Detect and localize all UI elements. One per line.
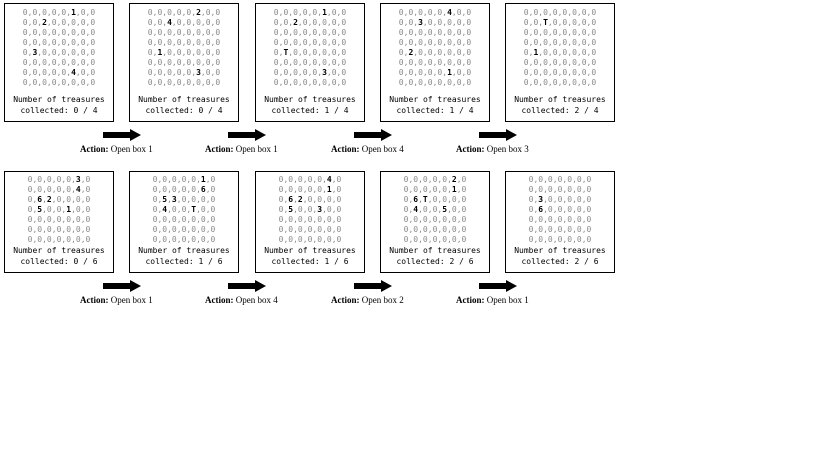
state-panel (505, 171, 615, 273)
box-value: 1 (66, 205, 72, 214)
counter-label: Number of treasures (13, 246, 105, 255)
grid-line: 0,0,0,0,0,0,0,0 (398, 38, 472, 47)
grid-line: 0,0,0,0,0,0,0,0 (273, 58, 347, 67)
counter-label: Number of treasures (264, 95, 356, 104)
grid-line: 0,0,0,0,0,0,0,0 (398, 58, 472, 67)
grid-line: 0,0,0,0,0,0,0,0 (523, 28, 597, 37)
grid-line: 0,0,0,0,0,1,0 (403, 185, 467, 194)
action-label (205, 144, 278, 154)
state-panel (4, 171, 114, 273)
grid-line: 0,0,0,0,0,3,0,0 (147, 68, 221, 77)
grid-line: 0,0,2,0,0,0,0,0 (22, 18, 96, 27)
grid-line: 0,0,0,0,0,0,0,0 (523, 58, 597, 67)
grid-line: 0,0,0,0,0,0,0 (152, 225, 216, 234)
grid-line: 0,0,0,0,0,2,0,0 (147, 8, 221, 17)
box-value: 1 (200, 175, 206, 184)
grid-line: 0,5,3,0,0,0,0 (152, 195, 216, 204)
treasure-counter (130, 245, 238, 267)
counter-label: Number of treasures (514, 95, 606, 104)
counter-label: Number of treasures (264, 246, 356, 255)
box-value: 5 (162, 195, 168, 204)
treasure-counter (381, 245, 489, 267)
grid-line: 0,0,0,0,0,0,0 (403, 225, 467, 234)
box-value: 6 (413, 195, 419, 204)
grid-line: 0,T,0,0,0,0,0,0 (273, 48, 347, 57)
box-value: T (543, 18, 548, 27)
grid-line: 0,0,0,0,0,0,0 (528, 235, 592, 244)
box-value: 1 (71, 8, 76, 17)
box-value: 3 (196, 68, 201, 77)
grid-line: 0,0,0,0,0,0,0 (278, 225, 342, 234)
grid-line: 0,5,0,0,1,0,0 (27, 205, 91, 214)
treasure-counter (506, 94, 614, 116)
grid-line: 0,0,0,0,0,0,0 (27, 215, 91, 224)
box-value: 3 (32, 48, 38, 57)
grid-line: 0,0,0,0,0,0,0,0 (22, 28, 96, 37)
grid-line: 0,0,0,0,0,4,0,0 (398, 8, 472, 17)
box-value: T (283, 48, 289, 57)
grid-line: 0,0,0,0,0,0,0 (152, 215, 216, 224)
counter-value: collected: 2 / 6 (396, 257, 474, 266)
box-value: 3 (317, 205, 323, 214)
box-grid (5, 8, 113, 88)
box-value: 2 (293, 18, 298, 27)
grid-line: 0,0,0,0,0,0,0 (152, 235, 216, 244)
box-value: 4 (162, 205, 168, 214)
box-value: 2 (46, 195, 52, 204)
grid-line: 0,3,0,0,0,0,0 (528, 195, 592, 204)
grid-line: 0,0,0,0,0,1,0,0 (273, 8, 347, 17)
counter-label: Number of treasures (389, 246, 481, 255)
box-value: 5 (288, 205, 294, 214)
grid-line: 0,0,0,0,0,0,0 (278, 215, 342, 224)
box-value: 4 (167, 18, 172, 27)
grid-line: 0,0,0,0,0,0,0,0 (398, 28, 472, 37)
grid-line: 0,0,0,0,0,3,0,0 (273, 68, 347, 77)
grid-line: 0,6,2,0,0,0,0 (278, 195, 342, 204)
grid-line: 0,0,0,0,0,1,0 (278, 185, 342, 194)
box-value: 3 (171, 195, 177, 204)
counter-value: collected: 1 / 4 (396, 106, 474, 115)
counter-value: collected: 0 / 4 (145, 106, 223, 115)
grid-line: 0,0,0,0,0,4,0,0 (22, 68, 96, 77)
counter-value: collected: 0 / 4 (20, 106, 98, 115)
state-panel (129, 171, 239, 273)
box-value: 4 (447, 8, 452, 17)
box-value: 1 (157, 48, 163, 57)
action-prefix: Action: (456, 144, 485, 154)
box-value: 2 (196, 8, 201, 17)
grid-line: 0,0,0,0,0,0,0,0 (147, 78, 221, 87)
action-text: Open box 3 (484, 144, 529, 154)
grid-line: 0,0,0,0,0,0,0 (403, 215, 467, 224)
action-label (331, 295, 404, 305)
action-label (205, 295, 278, 305)
grid-line: 0,0,0,0,0,0,0,0 (22, 58, 96, 67)
grid-line: 0,0,0,0,0,6,0 (152, 185, 216, 194)
grid-line: 0,0,0,0,0,0,0,0 (523, 68, 597, 77)
box-value: 4 (326, 175, 332, 184)
action-label (456, 144, 529, 154)
box-value: 1 (326, 185, 332, 194)
counter-value: collected: 1 / 6 (271, 257, 349, 266)
box-value: 4 (413, 205, 419, 214)
counter-label: Number of treasures (138, 95, 230, 104)
grid-line: 0,0,0,0,0,0,0 (278, 235, 342, 244)
grid-line: 0,0,0,0,0,4,0 (27, 185, 91, 194)
box-value: T (422, 195, 428, 204)
grid-line: 0,0,0,0,0,0,0 (528, 215, 592, 224)
grid-line: 0,0,0,0,0,1,0,0 (398, 68, 472, 77)
right-arrow-icon (103, 129, 141, 141)
state-panel (505, 3, 615, 122)
right-arrow-icon (354, 280, 392, 292)
treasure-counter (5, 245, 113, 267)
right-arrow-icon (479, 280, 517, 292)
grid-line: 0,0,0,0,0,0,0 (27, 235, 91, 244)
box-value: T (191, 205, 197, 214)
action-prefix: Action: (80, 144, 109, 154)
grid-line: 0,0,2,0,0,0,0,0 (273, 18, 347, 27)
box-value: 2 (451, 175, 457, 184)
trajectory-diagram (0, 0, 606, 305)
box-value: 1 (447, 68, 452, 77)
treasure-counter (256, 94, 364, 116)
grid-line: 0,0,0,0,0,3,0 (27, 175, 91, 184)
action-label (456, 295, 529, 305)
action-prefix: Action: (205, 295, 234, 305)
treasure-counter (506, 245, 614, 267)
state-panel (129, 3, 239, 122)
box-grid (130, 175, 238, 245)
state-panel (380, 171, 490, 273)
grid-line: 0,0,4,0,0,0,0,0 (147, 18, 221, 27)
box-grid (506, 175, 614, 245)
grid-line: 0,0,0,0,0,0,0 (528, 185, 592, 194)
action-prefix: Action: (205, 144, 234, 154)
counter-value: collected: 1 / 4 (271, 106, 349, 115)
counter-label: Number of treasures (138, 246, 230, 255)
box-value: 1 (322, 8, 327, 17)
box-value: 6 (288, 195, 294, 204)
treasure-counter (5, 94, 113, 116)
grid-line: 0,6,0,0,0,0,0 (528, 205, 592, 214)
treasure-counter (381, 94, 489, 116)
grid-line: 0,0,0,0,0,0,0 (528, 225, 592, 234)
counter-value: collected: 0 / 6 (20, 257, 98, 266)
box-value: 2 (408, 48, 414, 57)
box-grid (256, 8, 364, 88)
box-value: 1 (451, 185, 457, 194)
grid-line: 0,4,0,0,5,0,0 (403, 205, 467, 214)
action-prefix: Action: (331, 295, 360, 305)
action-text: Open box 1 (484, 295, 529, 305)
box-value: 6 (37, 195, 43, 204)
state-panel (4, 3, 114, 122)
box-value: 3 (75, 175, 81, 184)
grid-line: 0,0,0,0,0,0,0,0 (147, 58, 221, 67)
box-grid (506, 8, 614, 88)
grid-line: 0,0,0,0,0,0,0,0 (147, 38, 221, 47)
state-panel (380, 3, 490, 122)
box-value: 4 (75, 185, 81, 194)
action-text: Open box 4 (233, 295, 278, 305)
grid-line: 0,0,0,0,0,0,0,0 (523, 8, 597, 17)
right-arrow-icon (479, 129, 517, 141)
box-value: 6 (538, 205, 544, 214)
counter-label: Number of treasures (389, 95, 481, 104)
right-arrow-icon (228, 280, 266, 292)
grid-line: 0,0,0,0,0,0,0,0 (22, 78, 96, 87)
box-grid (381, 175, 489, 245)
action-prefix: Action: (80, 295, 109, 305)
grid-line: 0,0,0,0,0,0,0,0 (273, 38, 347, 47)
grid-line: 0,0,0,0,0,0,0 (27, 225, 91, 234)
grid-line: 0,0,T,0,0,0,0,0 (523, 18, 597, 27)
grid-line: 0,0,0,0,0,1,0,0 (22, 8, 96, 17)
state-panel (255, 171, 365, 273)
action-prefix: Action: (331, 144, 360, 154)
box-value: 2 (297, 195, 303, 204)
grid-line: 0,0,0,0,0,0,0,0 (398, 78, 472, 87)
grid-line: 0,0,0,0,0,0,0,0 (523, 38, 597, 47)
grid-line: 0,0,0,0,0,0,0 (528, 175, 592, 184)
treasure-counter (256, 245, 364, 267)
counter-label: Number of treasures (514, 246, 606, 255)
treasure-counter (130, 94, 238, 116)
grid-line: 0,3,0,0,0,0,0,0 (22, 48, 96, 57)
box-value: 5 (37, 205, 43, 214)
grid-line: 0,0,0,0,0,0,0,0 (147, 28, 221, 37)
grid-line: 0,0,0,0,0,1,0 (152, 175, 216, 184)
state-panel (255, 3, 365, 122)
action-text: Open box 4 (359, 144, 404, 154)
grid-line: 0,0,0,0,0,0,0,0 (22, 38, 96, 47)
right-arrow-icon (228, 129, 266, 141)
box-value: 2 (42, 18, 47, 27)
action-label (80, 144, 153, 154)
right-arrow-icon (354, 129, 392, 141)
box-value: 3 (418, 18, 423, 27)
grid-line: 0,2,0,0,0,0,0,0 (398, 48, 472, 57)
action-text: Open box 1 (108, 295, 153, 305)
grid-line: 0,1,0,0,0,0,0,0 (147, 48, 221, 57)
box-grid (256, 175, 364, 245)
grid-line: 0,0,0,0,0,0,0,0 (273, 78, 347, 87)
grid-line: 0,0,0,0,0,0,0,0 (273, 28, 347, 37)
counter-label: Number of treasures (13, 95, 105, 104)
box-value: 6 (200, 185, 206, 194)
counter-value: collected: 2 / 4 (521, 106, 599, 115)
box-value: 4 (71, 68, 76, 77)
grid-line: 0,6,T,0,0,0,0 (403, 195, 467, 204)
action-prefix: Action: (456, 295, 485, 305)
counter-value: collected: 2 / 6 (521, 257, 599, 266)
box-value: 1 (533, 48, 539, 57)
grid-line: 0,4,0,0,T,0,0 (152, 205, 216, 214)
grid-line: 0,0,0,0,0,4,0 (278, 175, 342, 184)
box-grid (130, 8, 238, 88)
grid-line: 0,5,0,0,3,0,0 (278, 205, 342, 214)
grid-line: 0,0,0,0,0,0,0,0 (523, 78, 597, 87)
grid-line: 0,1,0,0,0,0,0,0 (523, 48, 597, 57)
grid-line: 0,0,0,0,0,2,0 (403, 175, 467, 184)
box-value: 3 (538, 195, 544, 204)
box-grid (5, 175, 113, 245)
right-arrow-icon (103, 280, 141, 292)
box-value: 3 (322, 68, 327, 77)
grid-line: 0,6,2,0,0,0,0 (27, 195, 91, 204)
grid-line: 0,0,0,0,0,0,0 (403, 235, 467, 244)
action-text: Open box 2 (359, 295, 404, 305)
action-label (80, 295, 153, 305)
action-text: Open box 1 (108, 144, 153, 154)
action-label (331, 144, 404, 154)
box-grid (381, 8, 489, 88)
action-text: Open box 1 (233, 144, 278, 154)
box-value: 5 (442, 205, 448, 214)
counter-value: collected: 1 / 6 (145, 257, 223, 266)
grid-line: 0,0,3,0,0,0,0,0 (398, 18, 472, 27)
